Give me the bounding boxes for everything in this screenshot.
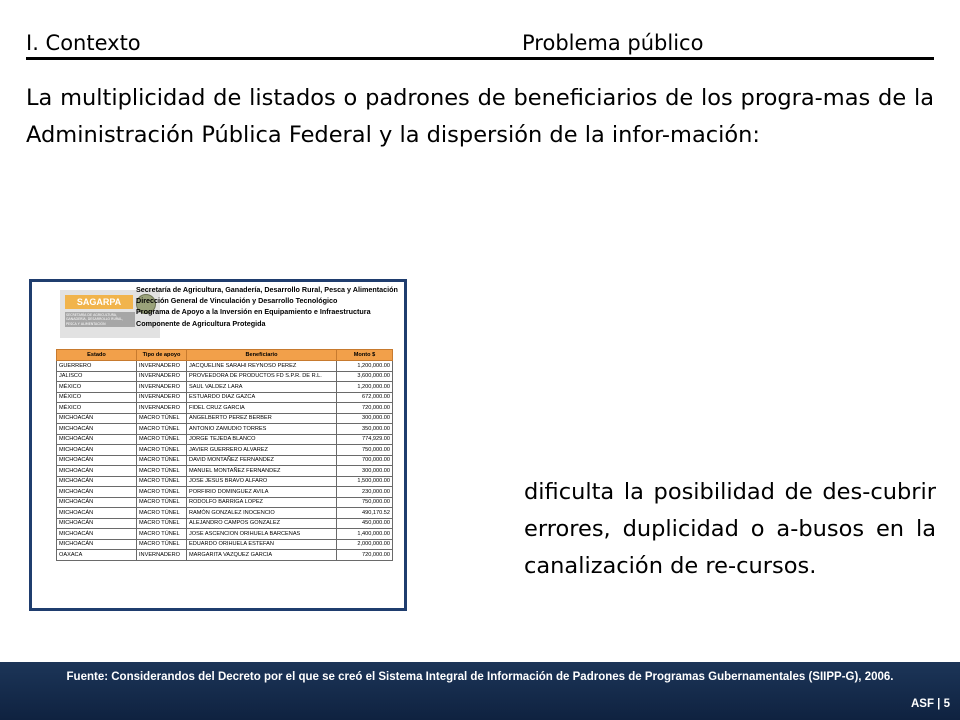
table-cell: RODOLFO BARRIGA LOPEZ [187,497,337,508]
table-row [57,371,393,382]
section-title: I. Contexto [26,31,141,55]
table-cell: ALEJANDRO CAMPOS GONZALEZ [187,518,337,529]
table-row [57,539,393,550]
table-row [57,550,393,561]
org-line: Secretaría de Agricultura, Ganadería, Desarrollo Rural, Pesca y Alimentación [136,285,398,294]
consequence-paragraph: dificulta la posibilidad de des-cubrir errores, duplicidad o a-busos en la canalización de re-cursos. [524,479,936,579]
table-cell: MÉXICO [57,392,137,403]
logo-brand: SAGARPA [65,295,133,309]
table-cell: INVERNADERO [137,392,187,403]
table-cell: EDUARDO ORIHUELA ESTEFAN [187,539,337,550]
org-line: Programa de Apoyo a la Inversión en Equipamiento e Infraestructura [136,307,371,317]
topic-title: Problema público [522,31,704,55]
table-cell: 1,200,000.00 [337,361,393,372]
table-row [57,497,393,508]
table-cell: MANUEL MONTAÑEZ FERNANDEZ [187,466,337,477]
table-cell: MICHOACÁN [57,539,137,550]
table-cell: MICHOACÁN [57,487,137,498]
table-row [57,434,393,445]
table-cell: MACRO TÚNEL [137,539,187,550]
table-cell: MICHOACÁN [57,413,137,424]
table-cell: MACRO TÚNEL [137,508,187,519]
table-cell: 450,000.00 [337,518,393,529]
table-row [57,518,393,529]
org-line: Dirección General de Vinculación y Desarrollo Tecnológico [136,296,338,306]
table-cell: INVERNADERO [137,361,187,372]
table-row [57,424,393,435]
table-row [57,529,393,540]
table-row [57,361,393,372]
table-cell: INVERNADERO [137,371,187,382]
slide-header [26,30,934,60]
table-cell: 750,000.00 [337,445,393,456]
table-cell: 230,000.00 [337,487,393,498]
table-row [57,455,393,466]
table-cell: MICHOACÁN [57,497,137,508]
source-note: Fuente: Considerandos del Decreto por el que se creó el Sistema Integral de Información de Padrones de Programas Gubernamentales (SIIPP-G), 2006. [66,671,894,683]
table-cell: MACRO TÚNEL [137,476,187,487]
table-cell: JALISCO [57,371,137,382]
column-header: Monto $ [337,350,393,361]
table-cell: MACRO TÚNEL [137,434,187,445]
table-cell: INVERNADERO [137,403,187,414]
intro-paragraph: La multiplicidad de listados o padrones de beneficiarios de los progra-mas de la Administración Pública Federal y la dispersión de la infor-mación: [26,85,934,148]
table-cell: 490,170.52 [337,508,393,519]
table-cell: GUERRERO [57,361,137,372]
table-cell: MICHOACÁN [57,466,137,477]
table-cell: JOSE JESUS BRAVO ALFARO [187,476,337,487]
table-cell: MARGARITA VAZQUEZ GARCIA [187,550,337,561]
table-cell: 2,000,000.00 [337,539,393,550]
table-cell: ANTONIO ZAMUDIO TORRES [187,424,337,435]
column-header: Tipo de apoyo [137,350,187,361]
table-row [57,487,393,498]
table-cell: 720,000.00 [337,403,393,414]
table-row [57,476,393,487]
table-cell: MÉXICO [57,382,137,393]
table-cell: MACRO TÚNEL [137,466,187,477]
table-cell: MACRO TÚNEL [137,413,187,424]
table-cell: JAVIER GUERRERO ALVAREZ [187,445,337,456]
table-cell: 750,000.00 [337,497,393,508]
page-number: ASF | 5 [910,698,950,710]
beneficiary-document-image [29,279,407,611]
table-cell: INVERNADERO [137,382,187,393]
table-cell: PORFIRIO DOMINGUEZ AVILA [187,487,337,498]
table-row [57,382,393,393]
table-cell: FIDEL CRUZ GARCIA [187,403,337,414]
table-cell: MACRO TÚNEL [137,518,187,529]
table-cell: SAUL VALDEZ LARA [187,382,337,393]
beneficiaries-table [56,349,393,561]
footer-bar [0,662,960,720]
table-row [57,466,393,477]
org-lines [136,284,406,329]
table-cell: INVERNADERO [137,550,187,561]
table-header-row [57,350,393,361]
table-cell: MICHOACÁN [57,455,137,466]
table-cell: 1,400,000.00 [337,529,393,540]
table-cell: 700,000.00 [337,455,393,466]
table-cell: DAVID MONTAÑEZ FERNANDEZ [187,455,337,466]
table-cell: MICHOACÁN [57,476,137,487]
table-cell: MACRO TÚNEL [137,445,187,456]
table-cell: 774,929.00 [337,434,393,445]
table-cell: MICHOACÁN [57,434,137,445]
table-cell: MICHOACÁN [57,529,137,540]
table-cell: RAMÓN GONZALEZ INOCENCIO [187,508,337,519]
table-cell: MICHOACÁN [57,508,137,519]
table-cell: OAXACA [57,550,137,561]
table-cell: 720,000.00 [337,550,393,561]
table-cell: ESTUARDO DIAZ GAZCA [187,392,337,403]
column-header: Beneficiario [187,350,337,361]
table-row [57,508,393,519]
table-cell: MICHOACÁN [57,445,137,456]
header-rule [26,57,934,60]
table-cell: PROVEEDORA DE PRODUCTOS FD S.P.R. DE R.L. [187,371,337,382]
org-line: Componente de Agricultura Protegida [136,318,266,328]
table-cell: MACRO TÚNEL [137,455,187,466]
table-cell: MICHOACÁN [57,518,137,529]
table-row [57,392,393,403]
table-cell: ANGELBERTO PEREZ BERBER [187,413,337,424]
table-cell: 350,000.00 [337,424,393,435]
table-cell: MACRO TÚNEL [137,497,187,508]
table-cell: MACRO TÚNEL [137,529,187,540]
table-cell: MACRO TÚNEL [137,424,187,435]
table-cell: MICHOACÁN [57,424,137,435]
table-cell: 300,000.00 [337,413,393,424]
table-cell: 3,600,000.00 [337,371,393,382]
table-cell: 300,000.00 [337,466,393,477]
table-row [57,413,393,424]
table-row [57,403,393,414]
table-body [57,361,393,561]
column-header: Estado [57,350,137,361]
table-cell: 1,500,000.00 [337,476,393,487]
table-cell: JORGE TEJEDA BLANCO [187,434,337,445]
table-cell: 672,000.00 [337,392,393,403]
table-cell: JOSE ASCENCION ORIHUELA BARCENAS [187,529,337,540]
table-cell: MÉXICO [57,403,137,414]
logo-subtitle: SECRETARÍA DE AGRICULTURA, GANADERÍA, DESARROLLO RURAL, PESCA Y ALIMENTACIÓN [65,312,135,327]
table-cell: JACQUELINE SARAHI REYNOSO PEREZ [187,361,337,372]
table-cell: 1,200,000.00 [337,382,393,393]
table-cell: MACRO TÚNEL [137,487,187,498]
table-row [57,445,393,456]
